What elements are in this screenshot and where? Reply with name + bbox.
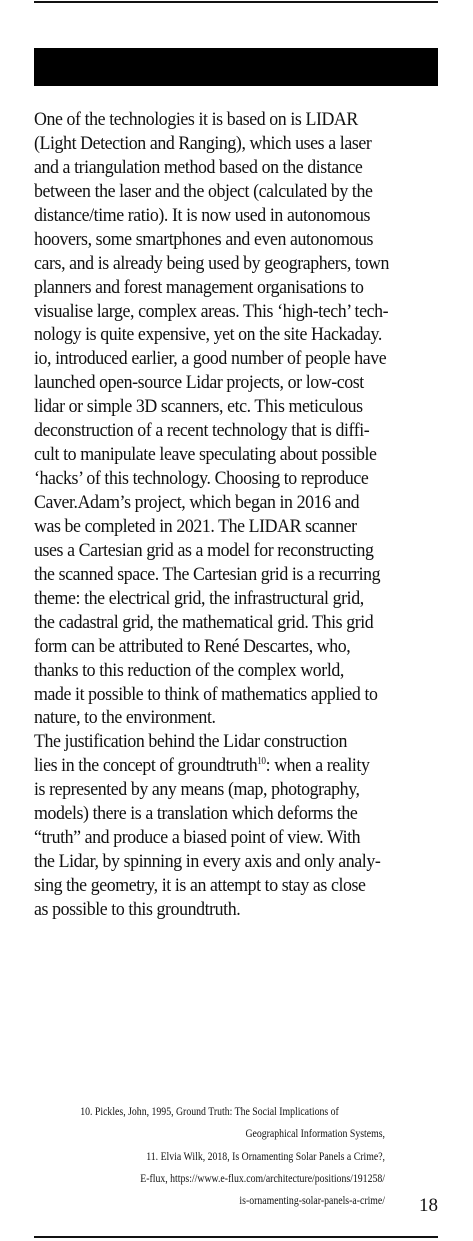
footnote-line: E-flux, https://www.e-flux.com/architecture/positions/191258/ — [140, 1172, 385, 1185]
body-line: made it possible to think of mathematics applied to — [34, 683, 378, 705]
body-line: planners and forest management organisations to — [34, 276, 364, 298]
body-line: the Lidar, by spinning in every axis and only analy- — [34, 851, 381, 873]
body-line: and a triangulation method based on the distance — [34, 156, 363, 178]
body-line: “truth” and produce a biased point of view. With — [34, 827, 361, 849]
body-line: sing the geometry, it is an attempt to stay as close — [34, 875, 366, 896]
footnote-line: 10. Pickles, John, 1995, Ground Truth: The Social Implications of — [80, 1106, 339, 1118]
body-line: ‘hacks’ of this technology. Choosing to reproduce — [34, 468, 369, 490]
body-line: distance/time ratio). It is now used in autonomous — [34, 204, 371, 226]
footnotes — [34, 1101, 385, 1212]
body-line: Caver.Adam’s project, which began in 2016 and — [34, 492, 360, 513]
body-line: lidar or simple 3D scanners, etc. This meticulous — [34, 396, 363, 418]
top-rule — [34, 1, 438, 3]
body-line: nature, to the environment. — [34, 707, 216, 729]
body-line: visualise large, complex areas. This ‘high-tech’ tech- — [34, 300, 389, 322]
bottom-rule — [34, 1236, 438, 1238]
header-black-bar — [34, 48, 438, 86]
body-line: One of the technologies it is based on is LIDAR — [34, 109, 358, 130]
body-line-start: lies in the concept of groundtruth — [34, 755, 258, 777]
body-line: launched open-source Lidar projects, or low-cost — [34, 372, 364, 394]
body-line: cult to manipulate leave speculating about possible — [34, 444, 377, 466]
footnote-line: is-ornamenting-solar-panels-a-crime/ — [239, 1195, 385, 1208]
footnote-line: 11. Elvia Wilk, 2018, Is Ornamenting Solar Panels a Crime?, — [146, 1150, 385, 1163]
body-line: deconstruction of a recent technology that is diffi- — [34, 420, 370, 442]
body-line: theme: the electrical grid, the infrastructural grid, — [34, 587, 364, 609]
body-line: The justification behind the Lidar construction — [34, 731, 347, 753]
body-line: models) there is a translation which deforms the — [34, 803, 358, 825]
body-line: is represented by any means (map, photography, — [34, 779, 360, 801]
body-line-end: : when a reality — [265, 755, 370, 777]
page-number: 18 — [419, 1195, 438, 1216]
body-line: uses a Cartesian grid as a model for reconstructing — [34, 539, 374, 561]
body-line: cars, and is already being used by geographers, town — [34, 252, 389, 274]
body-line: nology is quite expensive, yet on the site Hackaday. — [34, 324, 382, 346]
body-text — [34, 108, 438, 922]
body-line: as possible to this groundtruth. — [34, 898, 241, 920]
body-line: form can be attributed to René Descartes, who, — [34, 635, 351, 657]
body-line: was be completed in 2021. The LIDAR scanner — [34, 515, 357, 537]
footnote-reference: 10 — [257, 756, 266, 768]
body-line: between the laser and the object (calculated by the — [34, 180, 373, 202]
footnote-line: Geographical Information Systems, — [245, 1128, 385, 1141]
body-line: io, introduced earlier, a good number of people have — [34, 348, 387, 370]
body-line-with-footnote — [34, 754, 406, 778]
body-line: thanks to this reduction of the complex world, — [34, 659, 344, 681]
body-line: (Light Detection and Ranging), which uses a laser — [34, 132, 372, 154]
body-line: the scanned space. The Cartesian grid is a recurring — [34, 563, 381, 585]
body-line: the cadastral grid, the mathematical grid. This grid — [34, 611, 374, 633]
body-line: hoovers, some smartphones and even autonomous — [34, 228, 374, 250]
